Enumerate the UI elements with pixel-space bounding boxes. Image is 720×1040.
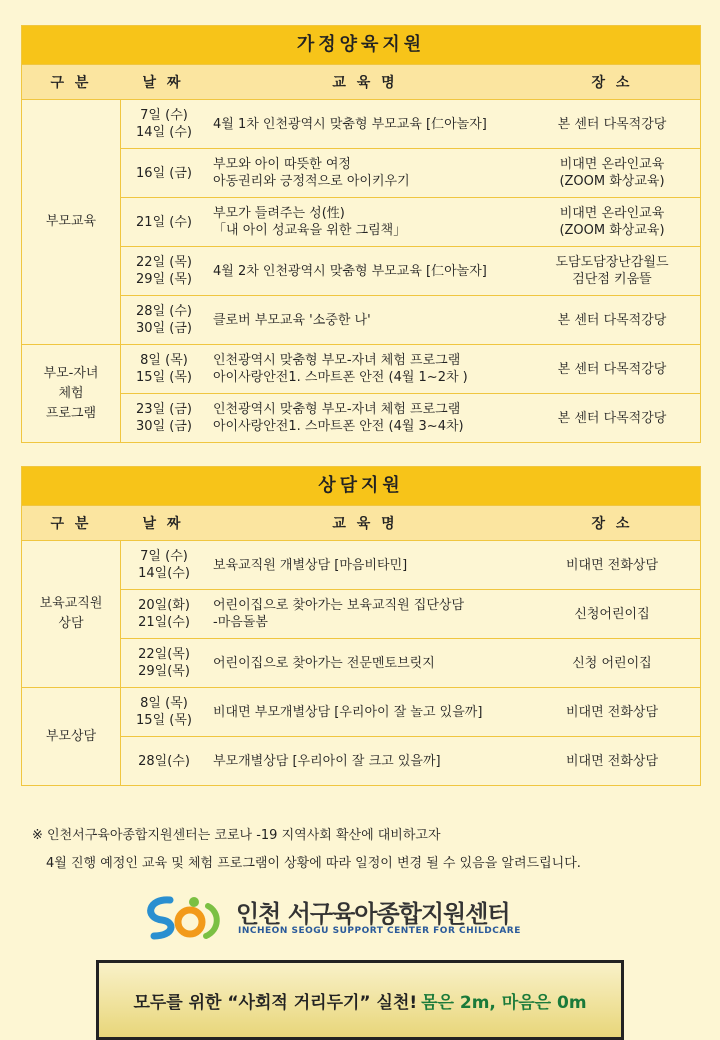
row-name: 보육교직원 개별상담 [마음비타민] [213,557,408,573]
row-place: 도담도담장난감월드 검단점 키움뜰 [555,255,669,287]
row-name: 부모개별상담 [우리아이 잘 크고 있을까] [213,753,441,769]
table-row [121,688,700,736]
row-place: 비대면 온라인교육 (ZOOM 화상교육) [559,206,665,238]
row-date: 8일 (목) 15일 (목) [136,696,192,728]
table-row [121,246,700,295]
section-title: 가정양육지원 [22,26,700,64]
row-name: 어린이집으로 찾아가는 전문멘토브릿지 [213,655,435,671]
group-label: 부모상담 [22,688,121,785]
row-place: 본 센터 다목적강당 [557,361,667,377]
row-place: 본 센터 다목적강당 [557,312,667,328]
row-place: 신청어린이집 [574,606,650,622]
banner-text: 모두를 위한 “사회적 거리두기” 실천! [133,992,418,1013]
logo-mark-icon [140,892,226,942]
table-row [121,295,700,344]
row-name: 부모가 들려주는 성(性) 「내 아이 성교육을 위한 그림책」 [213,206,407,238]
distancing-banner [96,960,624,1040]
row-place: 비대면 전화상담 [565,753,659,769]
row-name: 인천광역시 맞춤형 부모-자녀 체험 프로그램 아이사랑안전1. 스마트폰 안전 (4월 1~2차 ) [213,353,468,385]
section-counseling [21,466,701,786]
row-date: 8일 (목) 15일 (목) [136,353,192,385]
row-date: 22일 (목) 29일 (목) [136,255,192,287]
group-label: 보육교직원 상담 [22,541,121,687]
row-date: 7일 (수) 14일 (수) [136,108,192,140]
row-name: 4월 2차 인천광역시 맞춤형 부모교육 [仁아놀자] [213,263,487,279]
row-place: 본 센터 다목적강당 [557,410,667,426]
center-logo [140,892,580,942]
row-name: 4월 1차 인천광역시 맞춤형 부모교육 [仁아놀자] [213,116,487,132]
header-category: 구 분 [50,516,92,532]
row-place: 본 센터 다목적강당 [557,116,667,132]
row-place: 신청 어린이집 [572,655,652,671]
row-name: 부모와 아이 따뜻한 여정 아동권리와 긍정적으로 아이키우기 [213,157,410,189]
group-label: 부모-자녀 체험 프로그램 [22,345,121,442]
header-place: 장 소 [591,75,633,91]
row-name: 클로버 부모교육 '소중한 나' [213,312,371,328]
header-category: 구 분 [50,75,92,91]
row-place: 비대면 전화상담 [565,557,659,573]
table-row [121,589,700,638]
table-row [121,541,700,589]
table-header [22,505,700,540]
row-place: 비대면 전화상담 [565,704,659,720]
table-row [121,638,700,687]
header-date: 날 짜 [142,516,184,532]
row-date: 28일(수) [138,753,190,769]
header-name: 교 육 명 [332,75,398,91]
notice [32,822,581,878]
row-date: 16일 (금) [136,165,192,181]
row-date: 7일 (수) 14일(수) [138,549,190,581]
header-date: 날 짜 [142,75,184,91]
section-home-parenting [21,25,701,443]
row-date: 21일 (수) [136,214,192,230]
table-row [121,345,700,393]
row-name: 인천광역시 맞춤형 부모-자녀 체험 프로그램 아이사랑안전1. 스마트폰 안전 (4월 3~4차) [213,402,464,434]
table-row [121,197,700,246]
row-place: 비대면 온라인교육 (ZOOM 화상교육) [559,157,665,189]
logo-korean-name: 인천 서구육아종합지원센터 [236,900,510,928]
notice-line-2: 4월 진행 예정인 교육 및 체험 프로그램이 상황에 따라 일정이 변경 될 수 있음을 알려드립니다. [46,856,581,871]
table-header [22,64,700,99]
group-parent-education [22,99,700,344]
table-row [121,148,700,197]
table-row [121,736,700,785]
logo-english-name: INCHEON SEOGU SUPPORT CENTER FOR CHILDCARE [238,926,521,936]
group-teacher-counseling [22,540,700,687]
row-date: 23일 (금) 30일 (금) [136,402,192,434]
section-title: 상담지원 [22,467,700,505]
group-label: 부모교육 [22,100,121,344]
row-name: 어린이집으로 찾아가는 보육교직원 집단상담 -마음돌봄 [213,598,464,630]
group-parent-child-program [22,344,700,442]
header-place: 장 소 [591,516,633,532]
row-date: 28일 (수) 30일 (금) [136,304,192,336]
notice-line-1: ※ 인천서구육아종합지원센터는 코로나 -19 지역사회 확산에 대비하고자 [32,828,441,843]
row-date: 22일(목) 29일(목) [138,647,190,679]
header-name: 교 육 명 [332,516,398,532]
table-row [121,393,700,442]
banner-highlight: 몸은 2m, 마음은 0m [421,992,587,1013]
group-parent-counseling [22,687,700,785]
row-date: 20일(화) 21일(수) [138,598,190,630]
row-name: 비대면 부모개별상담 [우리아이 잘 놀고 있을까] [213,704,483,720]
table-row [121,100,700,148]
